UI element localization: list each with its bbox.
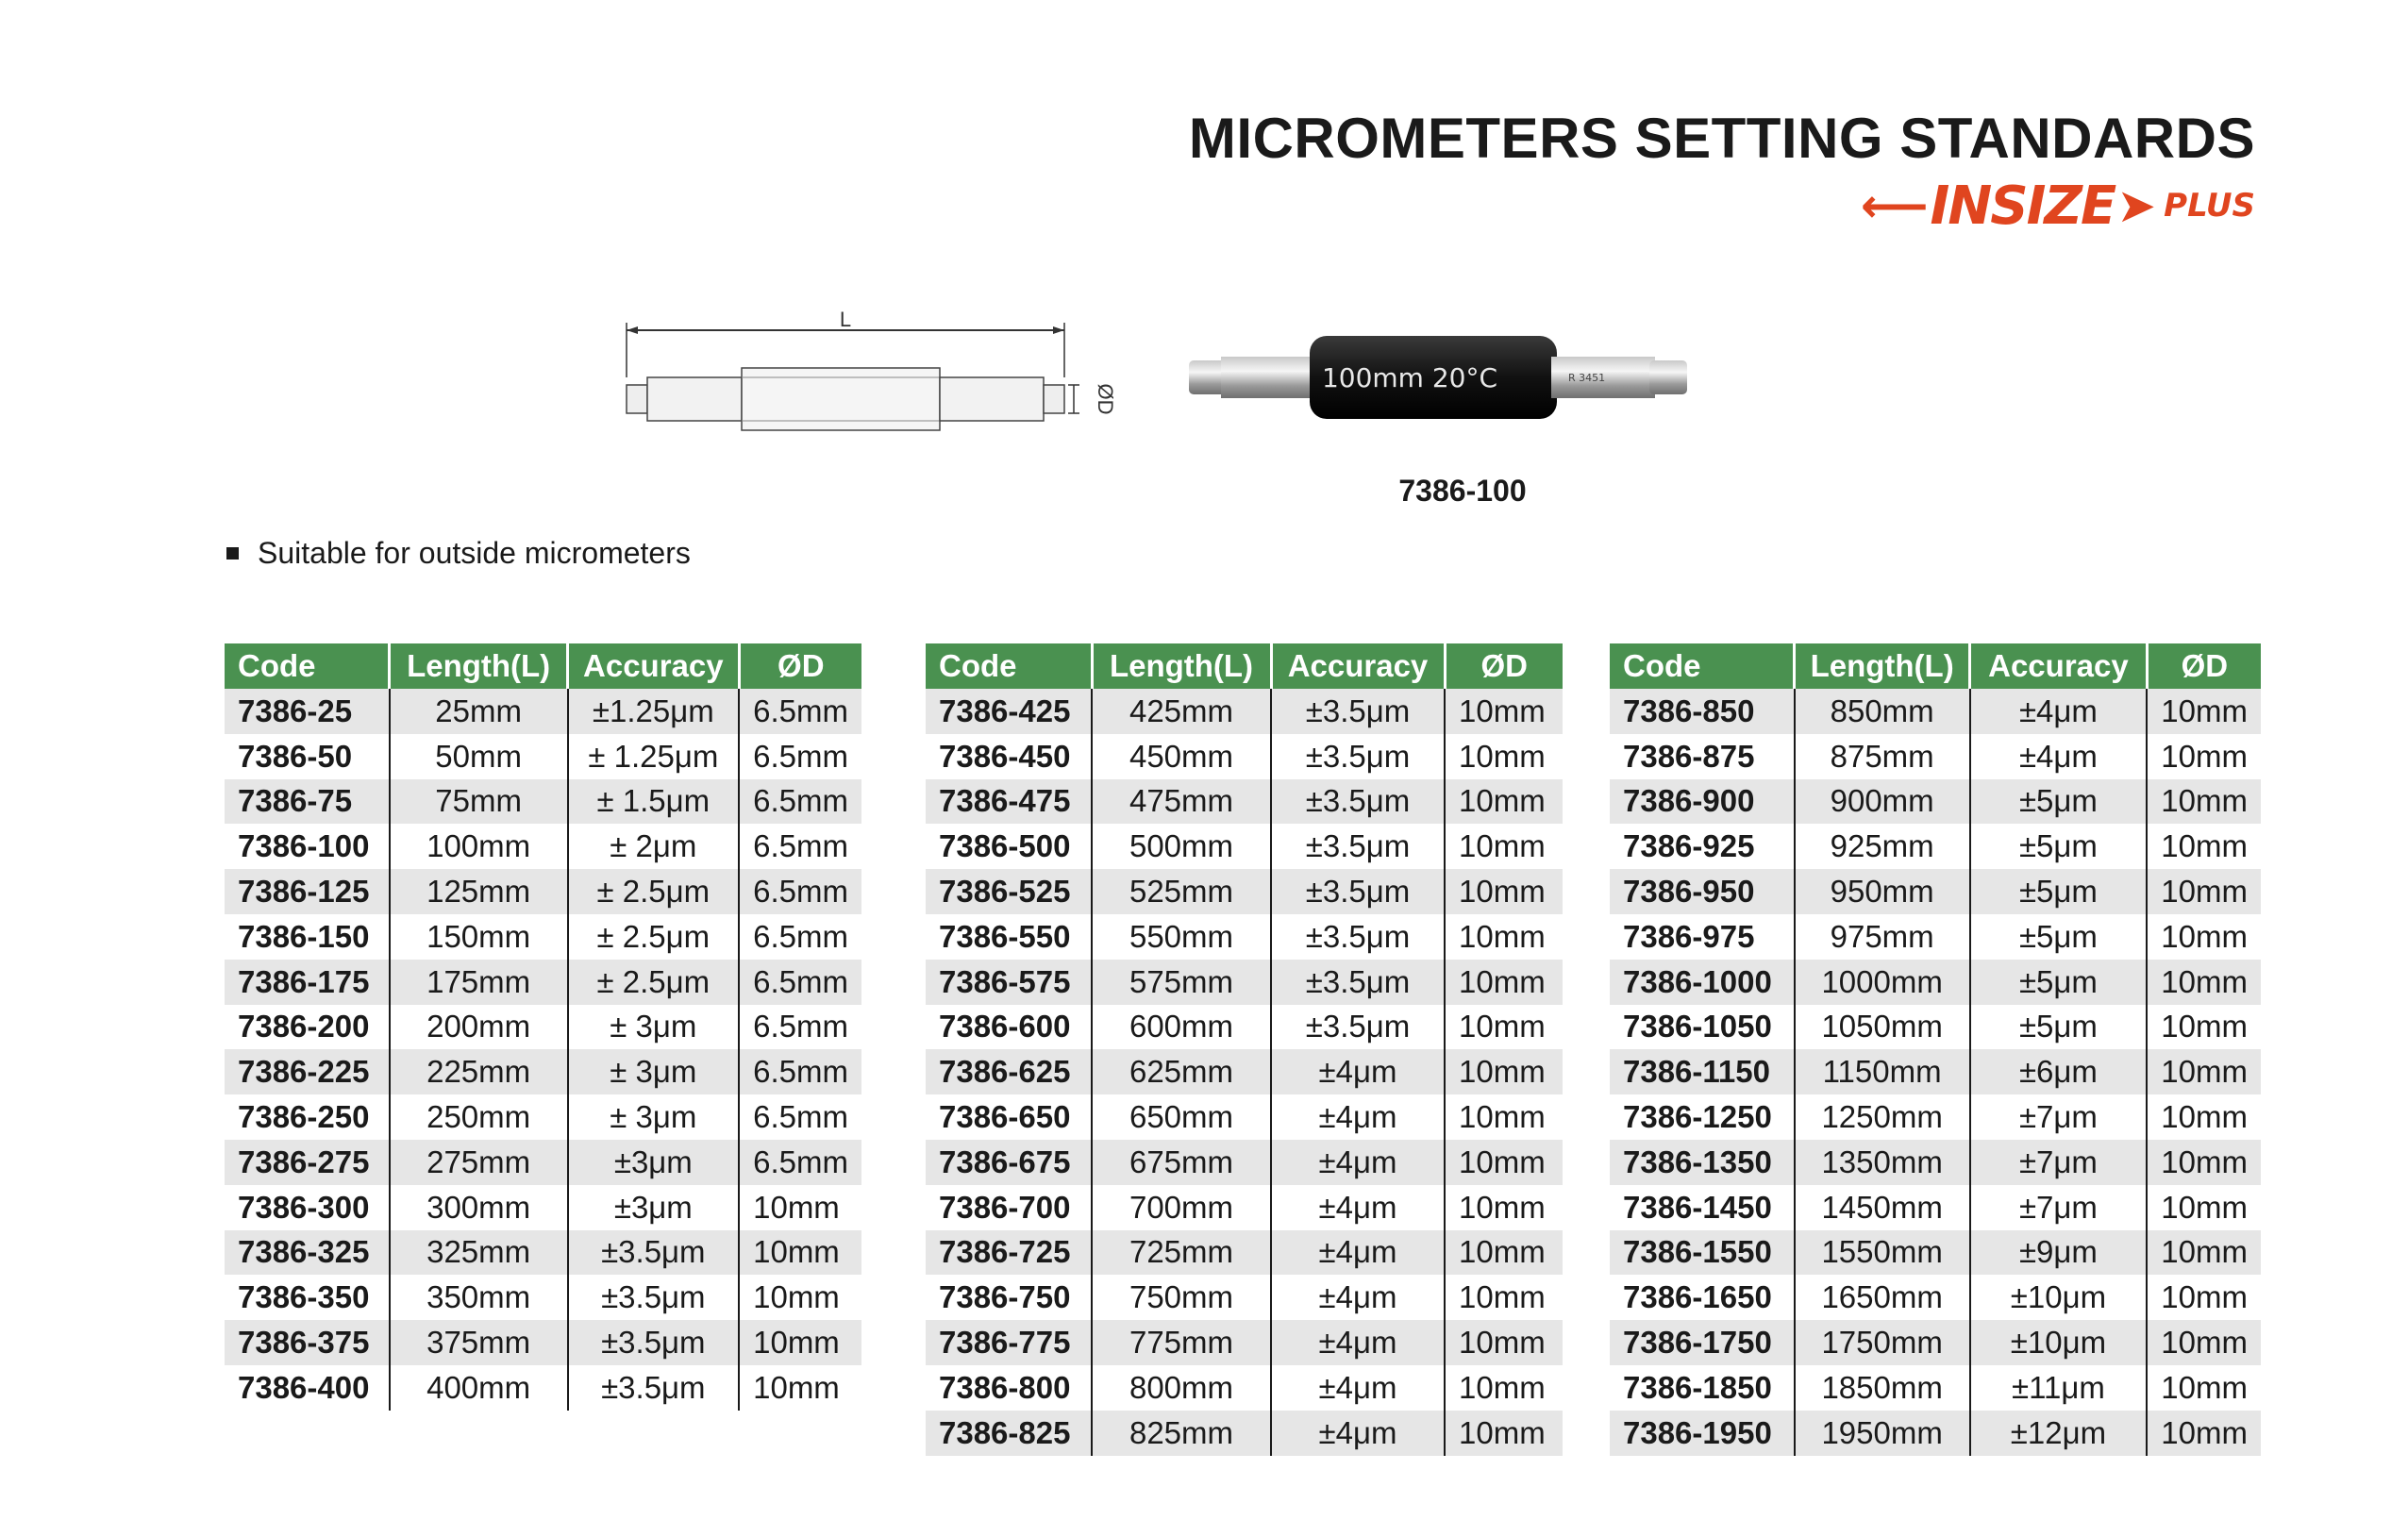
table-row [926,960,1563,1005]
cell-length: 775mm [1092,1320,1271,1365]
cell-diameter: 10mm [1445,1140,1563,1185]
cell-accuracy: ± 2.5μm [568,914,740,960]
cell-diameter: 6.5mm [739,960,861,1005]
cell-code: 7386-750 [926,1275,1092,1320]
cell-accuracy: ±9μm [1970,1230,2148,1276]
cell-length: 400mm [390,1365,568,1411]
cell-code: 7386-300 [225,1185,390,1230]
brand-name: INSIZE [1930,175,2115,237]
cell-length: 450mm [1092,734,1271,779]
product-photo [1179,321,1764,434]
cell-length: 500mm [1092,824,1271,869]
photo-caption: 7386-100 [1398,474,1527,508]
table-row [1610,1320,2261,1365]
cell-diameter: 10mm [2147,1320,2261,1365]
table-row [926,824,1563,869]
table-row [926,1094,1563,1140]
cell-code: 7386-1150 [1610,1049,1795,1094]
header-accuracy: Accuracy [568,643,740,689]
cell-length: 75mm [390,779,568,825]
cell-accuracy: ±4μm [1271,1230,1445,1276]
cell-code: 7386-1850 [1610,1365,1795,1411]
cell-length: 950mm [1795,869,1970,914]
cell-diameter: 10mm [1445,869,1563,914]
cell-diameter: 10mm [2161,918,2248,954]
cell-diameter: 10mm [753,1279,840,1315]
feature-text: Suitable for outside micrometers [258,536,691,570]
cell-length: 350mm [390,1275,568,1320]
cell-code: 7386-925 [1610,824,1795,869]
cell-diameter: 10mm [1445,689,1563,734]
cell-length: 50mm [390,734,568,779]
cell-code: 7386-1950 [1610,1411,1795,1456]
table-row [926,1185,1563,1230]
cell-code: 7386-250 [225,1094,390,1140]
cell-code: 7386-1350 [1610,1140,1795,1185]
cell-code: 7386-475 [926,779,1092,825]
table-row [926,1275,1563,1320]
cell-accuracy: ±5μm [1970,869,2148,914]
spec-table-3 [1610,643,2261,1456]
table-row [225,734,861,779]
cell-accuracy: ±4μm [1271,1320,1445,1365]
cell-diameter: 10mm [753,1189,840,1225]
table-row [225,1230,861,1276]
table-row [1610,1140,2261,1185]
cell-code: 7386-950 [1610,869,1795,914]
brand-suffix: PLUS [2164,187,2255,225]
cell-accuracy: ±4μm [1970,734,2148,779]
cell-length: 425mm [1092,689,1271,734]
table-row [225,1005,861,1050]
cell-diameter: 6.5mm [753,1099,848,1135]
cell-code: 7386-125 [225,869,390,914]
cell-code: 7386-675 [926,1140,1092,1185]
cell-accuracy: ±6μm [1970,1049,2148,1094]
table-row [225,960,861,1005]
cell-accuracy: ±7μm [1970,1094,2148,1140]
table-row [1610,689,2261,734]
cell-diameter: 10mm [1459,1369,1546,1405]
table-row [1610,1411,2261,1456]
cell-accuracy: ±3.5μm [1271,960,1445,1005]
cell-code: 7386-575 [926,960,1092,1005]
cell-code: 7386-975 [1610,914,1795,960]
arrow-left-icon: ⟵ [1860,178,1929,233]
cell-diameter: 10mm [1459,1279,1546,1315]
header-diameter: ØD [1445,643,1563,689]
cell-diameter: 10mm [1445,1411,1563,1456]
cell-diameter: 6.5mm [739,1049,861,1094]
cell-length: 600mm [1092,1005,1271,1050]
cell-code: 7386-1050 [1610,1005,1795,1050]
cell-diameter: 10mm [1459,918,1546,954]
page-title: MICROMETERS SETTING STANDARDS [1188,107,2255,170]
cell-length: 1150mm [1795,1049,1970,1094]
cell-code: 7386-500 [926,824,1092,869]
cell-code: 7386-900 [1610,779,1795,825]
cell-diameter: 10mm [2161,1099,2248,1135]
cell-code: 7386-25 [225,689,390,734]
cell-diameter: 6.5mm [739,779,861,825]
cell-code: 7386-725 [926,1230,1092,1276]
cell-length: 1250mm [1795,1094,1970,1140]
cell-code: 7386-325 [225,1230,390,1276]
brand-logo [1860,175,2255,237]
cell-length: 250mm [390,1094,568,1140]
cell-length: 625mm [1092,1049,1271,1094]
bullet-icon [226,547,239,560]
cell-code: 7386-550 [926,914,1092,960]
cell-diameter: 10mm [2147,1411,2261,1456]
cell-code: 7386-1450 [1610,1185,1795,1230]
cell-code: 7386-650 [926,1094,1092,1140]
cell-length: 1350mm [1795,1140,1970,1185]
cell-accuracy: ±10μm [1970,1275,2148,1320]
cell-diameter: 10mm [2147,1140,2261,1185]
cell-code: 7386-375 [225,1320,390,1365]
table-row [1610,1049,2261,1094]
cell-code: 7386-450 [926,734,1092,779]
cell-accuracy: ±5μm [1970,1005,2148,1050]
cell-length: 550mm [1092,914,1271,960]
cell-length: 825mm [1092,1411,1271,1456]
cell-diameter: 10mm [1459,1009,1546,1044]
cell-accuracy: ± 2.5μm [568,960,740,1005]
cell-length: 725mm [1092,1230,1271,1276]
cell-length: 275mm [390,1140,568,1185]
cell-diameter: 10mm [2161,828,2248,864]
header-length: Length(L) [1795,643,1970,689]
cell-diameter: 10mm [1445,779,1563,825]
table-row [225,1049,861,1094]
cell-length: 575mm [1092,960,1271,1005]
cell-length: 1650mm [1795,1275,1970,1320]
cell-diameter: 10mm [1445,960,1563,1005]
cell-diameter: 10mm [2147,960,2261,1005]
cell-length: 325mm [390,1230,568,1276]
cell-diameter: 10mm [2161,1369,2248,1405]
table-row [926,1140,1563,1185]
cell-diameter: 10mm [753,1369,840,1405]
cell-length: 200mm [390,1005,568,1050]
cell-diameter: 10mm [2147,779,2261,825]
table-row [926,1320,1563,1365]
table-row [1610,1275,2261,1320]
header-code: Code [225,643,390,689]
cell-code: 7386-1550 [1610,1230,1795,1276]
engraving-label: 100mm 20°C [1321,362,1498,393]
cell-diameter: 6.5mm [739,1140,861,1185]
cell-accuracy: ±3.5μm [1271,689,1445,734]
table-row [1610,1230,2261,1276]
serial-mark: R 3451 [1568,372,1606,384]
spec-table-2 [926,643,1563,1456]
table-row [1610,960,2261,1005]
cell-accuracy: ±5μm [1970,960,2148,1005]
cell-accuracy: ±3μm [568,1185,740,1230]
cell-diameter: 6.5mm [753,1009,848,1044]
cell-diameter: 10mm [2147,689,2261,734]
cell-length: 900mm [1795,779,1970,825]
cell-length: 875mm [1795,734,1970,779]
cell-length: 100mm [390,824,568,869]
header-length: Length(L) [390,643,568,689]
arrow-right-icon: ➤ [2116,178,2157,233]
technical-drawing [604,302,1132,443]
cell-accuracy: ±5μm [1970,914,2148,960]
feature-list-item [226,536,691,571]
table-row [926,869,1563,914]
cell-accuracy: ±3.5μm [1271,779,1445,825]
cell-accuracy: ±3.5μm [568,1230,740,1276]
cell-accuracy: ± 1.25μm [568,734,740,779]
cell-accuracy: ±4μm [1271,1049,1445,1094]
table-row [1610,824,2261,869]
cell-diameter: 10mm [2161,738,2248,774]
table-row [926,1411,1563,1456]
cell-code: 7386-425 [926,689,1092,734]
cell-length: 800mm [1092,1365,1271,1411]
cell-accuracy: ±4μm [1271,1365,1445,1411]
cell-accuracy: ±3.5μm [568,1365,740,1411]
cell-length: 525mm [1092,869,1271,914]
table-row [225,914,861,960]
table-row [225,1094,861,1140]
cell-code: 7386-75 [225,779,390,825]
cell-accuracy: ±3.5μm [568,1275,740,1320]
cell-length: 1950mm [1795,1411,1970,1456]
cell-code: 7386-1750 [1610,1320,1795,1365]
cell-diameter: 10mm [1445,1320,1563,1365]
cell-diameter: 10mm [739,1230,861,1276]
cell-diameter: 10mm [1445,1230,1563,1276]
cell-length: 1550mm [1795,1230,1970,1276]
cell-accuracy: ±12μm [1970,1411,2148,1456]
table-row [225,869,861,914]
cell-code: 7386-775 [926,1320,1092,1365]
cell-code: 7386-525 [926,869,1092,914]
cell-diameter: 10mm [1459,828,1546,864]
cell-accuracy: ±7μm [1970,1140,2148,1185]
cell-diameter: 6.5mm [753,738,848,774]
dimension-label-length: L [839,308,852,331]
cell-length: 1000mm [1795,960,1970,1005]
cell-length: 675mm [1092,1140,1271,1185]
header-accuracy: Accuracy [1970,643,2148,689]
cell-accuracy: ±4μm [1271,1185,1445,1230]
table-row [926,689,1563,734]
cell-code: 7386-275 [225,1140,390,1185]
cell-code: 7386-700 [926,1185,1092,1230]
table-row [225,1320,861,1365]
cell-diameter: 10mm [1445,1049,1563,1094]
header-code: Code [1610,643,1795,689]
cell-diameter: 6.5mm [753,828,848,864]
cell-code: 7386-1000 [1610,960,1795,1005]
header-diameter: ØD [2147,643,2261,689]
dimension-label-diameter: ØD [1094,383,1117,415]
cell-accuracy: ±5μm [1970,824,2148,869]
cell-length: 25mm [390,689,568,734]
cell-code: 7386-225 [225,1049,390,1094]
table-row [1610,1185,2261,1230]
cell-accuracy: ±1.25μm [568,689,740,734]
cell-diameter: 6.5mm [739,689,861,734]
cell-diameter: 6.5mm [753,918,848,954]
cell-code: 7386-175 [225,960,390,1005]
cell-diameter: 10mm [2161,1009,2248,1044]
cell-accuracy: ± 1.5μm [568,779,740,825]
cell-length: 850mm [1795,689,1970,734]
cell-length: 375mm [390,1320,568,1365]
cell-accuracy: ± 3μm [568,1049,740,1094]
cell-diameter: 6.5mm [739,869,861,914]
cell-diameter: 10mm [2147,1230,2261,1276]
table-row [225,689,861,734]
cell-length: 1850mm [1795,1365,1970,1411]
cell-accuracy: ±3.5μm [1271,869,1445,914]
cell-accuracy: ±3.5μm [1271,914,1445,960]
table-row [1610,1365,2261,1411]
cell-code: 7386-1650 [1610,1275,1795,1320]
cell-code: 7386-875 [1610,734,1795,779]
cell-length: 650mm [1092,1094,1271,1140]
table-row [225,1185,861,1230]
table-row [1610,1005,2261,1050]
cell-diameter: 10mm [739,1320,861,1365]
table-row [926,1049,1563,1094]
cell-accuracy: ±4μm [1271,1140,1445,1185]
table-row [225,1365,861,1411]
table-row [225,779,861,825]
cell-code: 7386-200 [225,1005,390,1050]
cell-length: 125mm [390,869,568,914]
cell-code: 7386-100 [225,824,390,869]
cell-diameter: 10mm [1459,738,1546,774]
cell-accuracy: ±7μm [1970,1185,2148,1230]
cell-diameter: 10mm [2147,1049,2261,1094]
table-row [926,1005,1563,1050]
table-row [926,914,1563,960]
cell-code: 7386-150 [225,914,390,960]
cell-code: 7386-400 [225,1365,390,1411]
cell-length: 150mm [390,914,568,960]
cell-accuracy: ±3.5μm [1271,824,1445,869]
cell-length: 925mm [1795,824,1970,869]
cell-accuracy: ±3.5μm [568,1320,740,1365]
cell-length: 975mm [1795,914,1970,960]
header-diameter: ØD [739,643,861,689]
cell-diameter: 10mm [2161,1279,2248,1315]
cell-accuracy: ± 2.5μm [568,869,740,914]
cell-code: 7386-825 [926,1411,1092,1456]
cell-length: 300mm [390,1185,568,1230]
cell-length: 475mm [1092,779,1271,825]
cell-code: 7386-50 [225,734,390,779]
cell-length: 1450mm [1795,1185,1970,1230]
spec-table-1 [225,643,861,1411]
cell-diameter: 10mm [2147,869,2261,914]
cell-code: 7386-800 [926,1365,1092,1411]
cell-accuracy: ±4μm [1970,689,2148,734]
cell-accuracy: ± 3μm [568,1094,740,1140]
table-row [225,1275,861,1320]
cell-accuracy: ±4μm [1271,1411,1445,1456]
cell-accuracy: ±3.5μm [1271,734,1445,779]
table-row [1610,779,2261,825]
cell-accuracy: ± 2μm [568,824,740,869]
header-code: Code [926,643,1092,689]
cell-length: 750mm [1092,1275,1271,1320]
table-row [1610,869,2261,914]
cell-accuracy: ±5μm [1970,779,2148,825]
table-row [926,1230,1563,1276]
table-row [926,734,1563,779]
cell-diameter: 10mm [2161,1189,2248,1225]
cell-diameter: 10mm [1459,1099,1546,1135]
cell-diameter: 10mm [1459,1189,1546,1225]
cell-accuracy: ±10μm [1970,1320,2148,1365]
table-row [926,1365,1563,1411]
cell-accuracy: ±11μm [1970,1365,2148,1411]
cell-length: 1050mm [1795,1005,1970,1050]
table-row [1610,1094,2261,1140]
cell-code: 7386-600 [926,1005,1092,1050]
cell-length: 700mm [1092,1185,1271,1230]
cell-accuracy: ±3μm [568,1140,740,1185]
cell-length: 175mm [390,960,568,1005]
table-row [225,1140,861,1185]
cell-length: 225mm [390,1049,568,1094]
cell-length: 1750mm [1795,1320,1970,1365]
table-row [225,824,861,869]
table-row [1610,914,2261,960]
header-length: Length(L) [1092,643,1271,689]
cell-accuracy: ±4μm [1271,1094,1445,1140]
table-row [1610,734,2261,779]
cell-accuracy: ±3.5μm [1271,1005,1445,1050]
cell-accuracy: ± 3μm [568,1005,740,1050]
header-accuracy: Accuracy [1271,643,1445,689]
cell-code: 7386-625 [926,1049,1092,1094]
cell-code: 7386-350 [225,1275,390,1320]
cell-accuracy: ±4μm [1271,1275,1445,1320]
cell-code: 7386-1250 [1610,1094,1795,1140]
table-row [926,779,1563,825]
cell-code: 7386-850 [1610,689,1795,734]
